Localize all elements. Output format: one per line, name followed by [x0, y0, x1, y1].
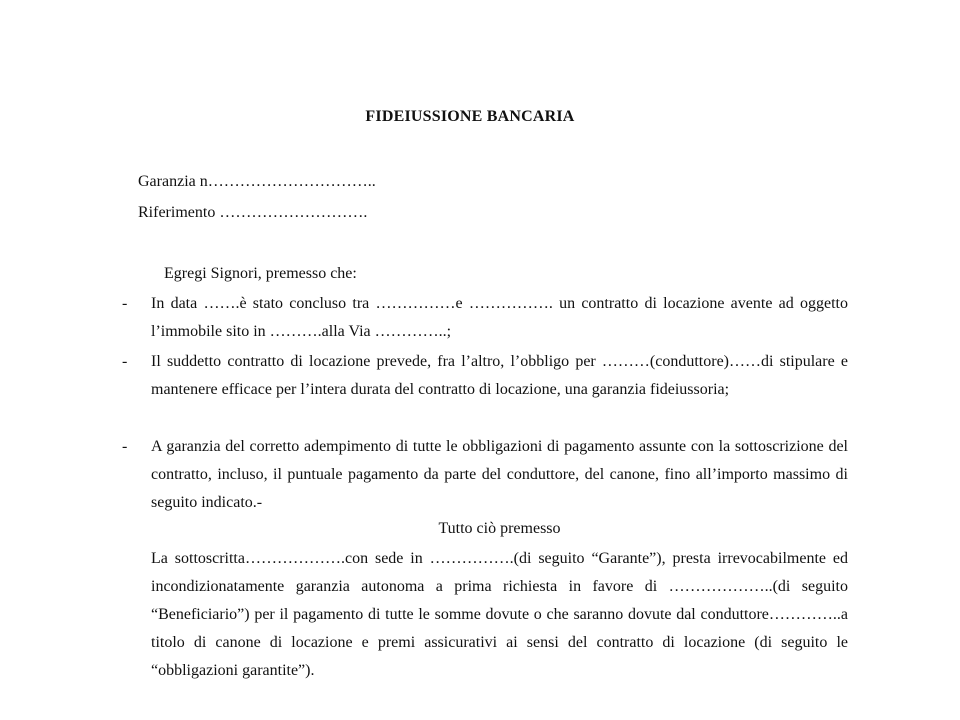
guarantee-number-line: Garanzia n………………………….. — [138, 173, 376, 190]
document-title: FIDEIUSSIONE BANCARIA — [365, 108, 575, 125]
bullet-dash: - — [122, 295, 128, 312]
bullet-dash: - — [122, 438, 128, 455]
premise-text-1: In data …….è stato concluso tra ……………e ……………. un contratto di locazione avente ad oggetto l’immobile sito in ……….alla Via …………..; — [151, 295, 848, 340]
salutation-text: Egregi Signori, premesso che: — [164, 265, 357, 282]
reference-line: Riferimento ………………………. — [138, 204, 368, 221]
premise-text-2: Il suddetto contratto di locazione prevede, fra l’altro, l’obbligo per ………(conduttore)……di stipulare e mantenere efficace per l’intera durata del contratto di locazione, una garanzia fideiussoria; — [151, 353, 848, 398]
closing-paragraph: La sottoscritta……………….con sede in …………….(di seguito “Garante”), presta irrevocabilmente ed incondizionatamente garanzia autonoma a prima richiesta in favore di ………………..(di seguito “Beneficiario”) per il pagamento di tutte le somme dovute o che saranno dovute dal conduttore…………..a titolo di canone di locazione e premi assicurativi ai sensi del contratto di locazione (di seguito le “obbligazioni garantite”). — [151, 550, 848, 679]
transition-heading: Tutto ciò premesso — [438, 520, 561, 537]
bullet-dash: - — [122, 353, 128, 370]
premise-text-3: A garanzia del corretto adempimento di tutte le obbligazioni di pagamento assunte con la sottoscrizione del contratto, incluso, il puntuale pagamento da parte del conduttore, del canone, fino all’importo massimo di seguito indicato.- — [151, 438, 848, 511]
